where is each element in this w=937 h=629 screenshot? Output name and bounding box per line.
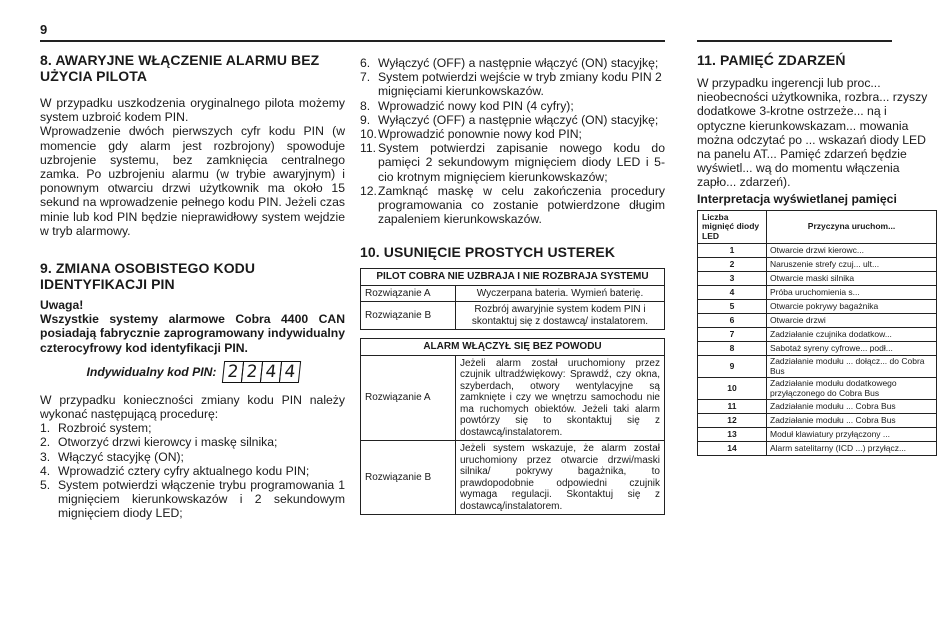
list-item: 4. Wprowadzić cztery cyfry aktualnego kodu PIN; bbox=[40, 463, 310, 478]
table-row: 4 Próba uruchomienia s... bbox=[698, 286, 937, 300]
event-memory-table bbox=[697, 210, 937, 457]
table-row: Rozwiązanie B Jeżeli system wskazuje, że alarm został uruchomiony przez otwarcie drzwi/maski silnika/ pokrywy bagażnika, to prawdopodobnie odpowiedni czujnik wymaga regulacji. Skontaktuj się z dostawcą/instalatorem. bbox=[361, 441, 665, 515]
pin-digit: 2 bbox=[240, 361, 262, 383]
section-8-body: Wprowadzenie dwóch pierwszych cyfr kodu PIN (w momencie gdy alarm jest rozbrojony) spowoduje uzbrojenie systemu, bez zamknięcia centralnego zamka. Po uzbrojeniu alarmu (w trybie awaryjnym) i ponownym otwarciu drzwi użytkownik ma około 15 sekund na wprowadzenie pełnego kodu PIN. Jeżeli czas minie lub kod PIN będzie nieprawidłowy system wejdzie w tryb alarmowy. bbox=[40, 124, 345, 238]
list-item: 10. Wprowadzić ponownie nowy kod PIN; bbox=[360, 127, 582, 142]
column-2 bbox=[360, 56, 665, 515]
column-3 bbox=[697, 52, 928, 472]
section-8-intro: W przypadku uszkodzenia oryginalnego pilota możemy system uzbroić kodem PIN. bbox=[40, 96, 345, 125]
table-row: Rozwiązanie A Jeżeli alarm został uruchomiony przez czujnik ultradźwiękowy: Sprawdź, czy okna, szyberdach, otwory wentylacyjne są zamknięte i czy we wnętrzu samochodu nie ma ruchomych obiektów. Jeżeli taki alarm powtórzy się to skontaktuj się z dostawcą/instalatorem. bbox=[361, 355, 665, 441]
warning-text: Wszystkie systemy alarmowe Cobra 4400 CAN posiadają fabrycznie zaprogramowany indywidualny czterocyfrowy kod identyfikacji PIN. bbox=[40, 312, 345, 355]
table-row: 13 Moduł klawiatury przyłączony ... bbox=[698, 428, 937, 442]
table-title: ALARM WŁĄCZYŁ SIĘ BEZ POWODU bbox=[361, 339, 665, 356]
column-1 bbox=[40, 52, 345, 521]
section-9-title: 9. ZMIANA OSOBISTEGO KODU IDENTYFIKACJI PIN bbox=[40, 260, 256, 293]
page-number: 9 bbox=[40, 22, 48, 37]
table-row: 8 Sabotaż syreny cyfrowe... podł... bbox=[698, 342, 937, 356]
table-row: Rozwiązanie B Rozbrój awaryjnie system kodem PIN i skontaktuj się z dostawcą/ instalatorem. bbox=[361, 302, 665, 330]
pin-code-display bbox=[40, 361, 345, 383]
table-title: PILOT COBRA NIE UZBRAJA I NIE ROZBRAJA SYSTEMU bbox=[361, 269, 665, 286]
list-item: 2. Otworzyć drzwi kierowcy i maskę silnika; bbox=[40, 435, 278, 450]
list-item: 11. System potwierdzi zapisanie nowego kodu do pamięci 2 sekundowym mignięciem diody LED i 5-cio krotnym mignięciem kierunkowskazów; bbox=[360, 141, 665, 184]
pin-label: Indywidualny kod PIN: bbox=[86, 364, 217, 379]
list-item: 12. Zamknąć maskę w celu zakończenia procedury programowania co zostanie potwierdzone długim zapaleniem kierunkowskazów. bbox=[360, 183, 665, 227]
list-item: 6. Wyłączyć (OFF) a następnie włączyć (ON) stacyjkę; bbox=[360, 56, 659, 70]
table-row: 7 Zadziałanie czujnika dodatkow... bbox=[698, 328, 937, 342]
list-item: 7. System potwierdzi wejście w tryb zmiany kodu PIN 2 mignięciami kierunkowskazów. bbox=[360, 70, 662, 99]
header-rule-right bbox=[697, 40, 892, 42]
table-row: 2 Naruszenie strefy czuj... ult... bbox=[698, 258, 937, 272]
pin-digit: 4 bbox=[259, 361, 281, 383]
table-row: 9 Zadziałanie modułu ... dołącz... do Cobra Bus bbox=[698, 356, 937, 378]
warning-title: Uwaga! bbox=[40, 298, 84, 313]
section-8-title: 8. AWARYJNE WŁĄCZENIE ALARMU BEZ UŻYCIA PILOTA bbox=[40, 52, 320, 84]
section-10-title: 10. USUNIĘCIE PROSTYCH USTEREK bbox=[360, 244, 616, 261]
interpretation-title: Interpretacja wyświetlanej pamięci bbox=[697, 191, 897, 206]
table-row: 12 Zadziałanie modułu ... Cobra Bus bbox=[698, 414, 937, 428]
table-row: 11 Zadziałanie modułu ... Cobra Bus bbox=[698, 400, 937, 414]
table-row: 3 Otwarcie maski silnika bbox=[698, 272, 937, 286]
table-row: 5 Otwarcie pokrywy bagażnika bbox=[698, 300, 937, 314]
list-item: 8. Wprowadzić nowy kod PIN (4 cyfry); bbox=[360, 98, 574, 113]
table-row: 10 Zadziałanie modułu dodatkowego przyłączonego do Cobra Bus bbox=[698, 378, 937, 400]
table-row: 1 Otwarcie drzwi kierowc... bbox=[698, 244, 937, 258]
procedure-steps-2 bbox=[360, 56, 665, 226]
list-item: 3. Włączyć stacyjkę (ON); bbox=[40, 449, 184, 464]
troubleshoot-table-pilot bbox=[360, 268, 665, 330]
troubleshoot-table-alarm bbox=[360, 338, 665, 515]
section-11-title: 11. PAMIĘĆ ZDARZEŃ bbox=[697, 52, 846, 68]
table-row: 6 Otwarcie drzwi bbox=[698, 314, 937, 328]
pin-digit: 4 bbox=[278, 361, 300, 383]
table-row: Rozwiązanie A Wyczerpana bateria. Wymień baterię. bbox=[361, 285, 665, 302]
procedure-steps-1 bbox=[40, 421, 345, 520]
table-row: 14 Alarm satelitarny (ICD ...) przyłącz... bbox=[698, 442, 937, 456]
table-header: Liczba mignięć diody LED Przyczyna uruchom... bbox=[698, 210, 937, 244]
section-9-intro: W przypadku konieczności zmiany kodu PIN należy wykonać następującą procedurę: bbox=[40, 392, 345, 422]
list-item: 5. System potwierdzi włączenie trybu programowania 1 mignięciem kierunkowskazów i 2 sekundowym mignięciem diody LED; bbox=[40, 478, 345, 521]
pin-digit: 2 bbox=[221, 361, 243, 383]
header-rule-left bbox=[40, 40, 665, 42]
list-item: 9. Wyłączyć (OFF) a następnie włączyć (ON) stacyjkę; bbox=[360, 112, 659, 127]
list-item: 1. Rozbroić system; bbox=[40, 421, 152, 436]
section-11-text: W przypadku ingerencji lub proc... nieobecności użytkownika, rozbra... rzyszy dodatkowe 3-krotne ostrzeże... ną i optyczne kierunkowskazam... mowania można odczytać po ... wskazań diody LED na panelu AT... Pamięć zdarzeń będzie wyświetl... wą do momentu włączenia zapło... zdarzeń). bbox=[697, 76, 928, 190]
